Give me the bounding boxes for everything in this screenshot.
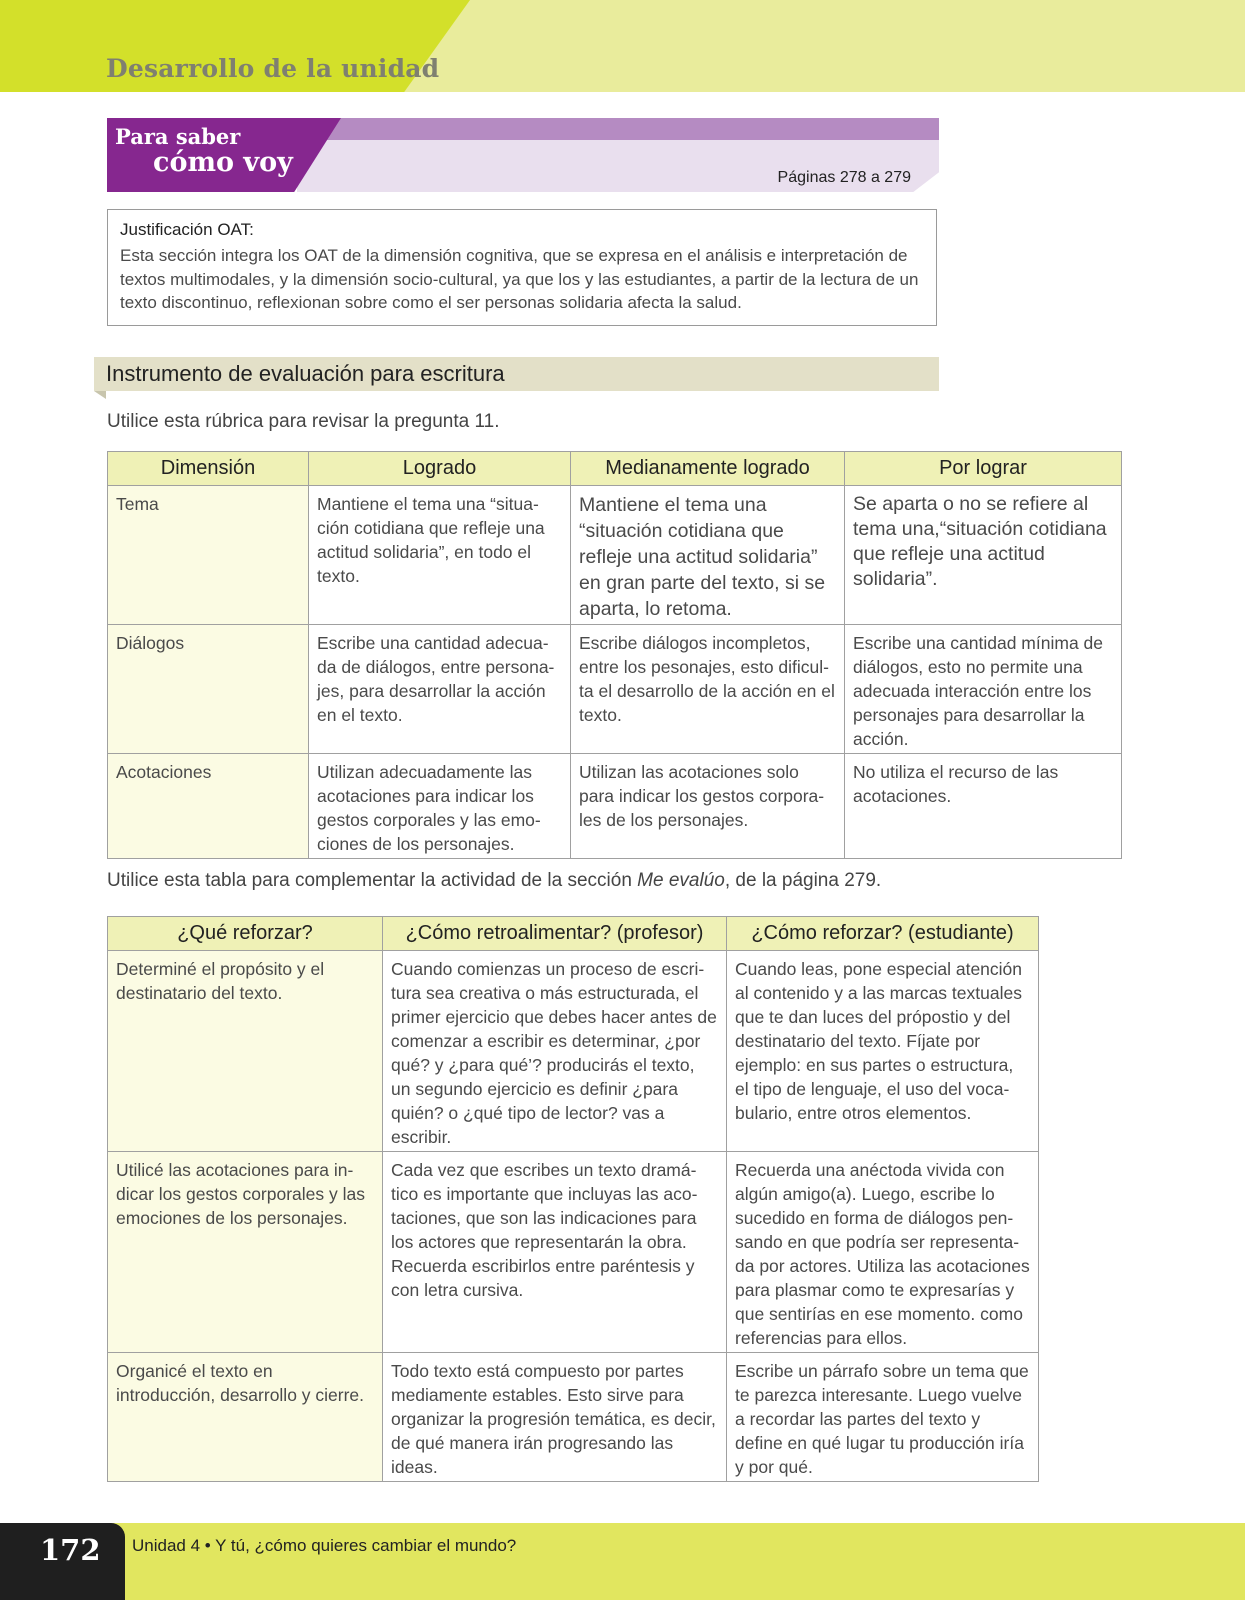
table-cell: Escribe una cantidad adecua-da de diálogos, entre persona-jes, para desarrollar la acción en el texto. [309, 625, 571, 754]
banner-pages: Páginas 278 a 279 [777, 169, 911, 186]
oat-box [107, 209, 937, 326]
table-cell: Cuando leas, pone especial atención al contenido y a las marcas textuales que te dan luces del própostio y del destinatario del texto. Fíjate por ejemplo: en sus partes o estructura, el tipo de lenguaje, el uso del voca-bulario, entre otros elementos. [727, 951, 1039, 1152]
table-cell: Se aparta o no se refiere al tema una,“situación cotidiana que refleje una actitud solidaria”. [845, 486, 1122, 625]
reinforce-header: ¿Cómo reforzar? (estudiante) [727, 917, 1039, 951]
reinforce-header: ¿Qué reforzar? [108, 917, 383, 951]
banner-line1: Para saber [115, 124, 241, 149]
footer-unit-text: Unidad 4 • Y tú, ¿cómo quieres cambiar el mundo? [132, 1536, 517, 1555]
header-band [0, 0, 1245, 92]
table-cell: Determiné el propósito y el destinatario del texto. [108, 951, 383, 1152]
para-saber-banner [107, 118, 939, 192]
rubric-dimension: Acotaciones [108, 754, 309, 859]
section-title: Instrumento de evaluación para escritura [106, 361, 505, 386]
intro-text-end: , de la página 279. [724, 870, 882, 891]
rubric-table [107, 451, 1122, 859]
table-row [108, 625, 1122, 754]
oat-title: Justificación OAT: [120, 220, 254, 239]
oat-body: Esta sección integra los OAT de la dimensión cognitiva, que se expresa en el análisis e interpretación de textos multimodales, y la dimensión socio-cultural, ya que los y las estudiantes, a partir de la lectura de un texto discontinuo, reflexionan sobre como el ser personas solidaria afecta la salud. [120, 246, 919, 312]
table-cell: Todo texto está compuesto por partes mediamente estables. Esto sirve para organizar la progresión temática, es decir, de qué manera irán progresando las ideas. [383, 1353, 727, 1482]
rubric-dimension: Diálogos [108, 625, 309, 754]
banner-line2: cómo voy [153, 147, 293, 178]
table-cell: Organicé el texto en introducción, desarrollo y cierre. [108, 1353, 383, 1482]
rubric-header: Logrado [309, 452, 571, 486]
table-row [108, 1152, 1039, 1353]
reinforce-table [107, 916, 1039, 1482]
table-row [108, 1353, 1039, 1482]
rubric-header: Por lograr [845, 452, 1122, 486]
footer [0, 1523, 1245, 1600]
table-cell: No utiliza el recurso de las acotaciones. [845, 754, 1122, 859]
reinforce-header: ¿Cómo retroalimentar? (profesor) [383, 917, 727, 951]
section-header-notch [94, 391, 106, 399]
intro-text: Utilice esta tabla para complementar la actividad de la sección [107, 870, 638, 891]
table-cell: Utilicé las acotaciones para in-dicar los gestos corporales y las emociones de los personajes. [108, 1152, 383, 1353]
table-row [108, 951, 1039, 1152]
rubric-header: Dimensión [108, 452, 309, 486]
table-cell: Recuerda una anéctoda vivida con algún amigo(a). Luego, escribe lo sucedido en forma de diálogos pen-sando en que podría ser representa-da por actores. Utiliza las acotaciones para plasmar como te expresarías y que sentirías en ese momento. como referencias para ellos. [727, 1152, 1039, 1353]
rubric-dimension: Tema [108, 486, 309, 625]
table-cell: Cada vez que escribes un texto dramá-tico es importante que incluyas las aco-taciones, que son las indicaciones para los actores que representarán la obra. Recuerda escribirlos entre paréntesis y con letra cursiva. [383, 1152, 727, 1353]
rubric-header-row [108, 452, 1122, 486]
table-cell: Mantiene el tema una “situación cotidiana que refleje una actitud solidaria” en gran parte del texto, si se aparta, lo retoma. [571, 486, 845, 625]
table-cell: Utilizan las acotaciones solo para indicar los gestos corpora-les de los personajes. [571, 754, 845, 859]
reinforce-intro [107, 870, 881, 892]
rubric-header: Medianamente logrado [571, 452, 845, 486]
table-cell: Escribe un párrafo sobre un tema que te parezca interesante. Luego vuelve a recordar las partes del texto y define en qué lugar tu producción iría y por qué. [727, 1353, 1039, 1482]
banner-strip-top [307, 118, 939, 140]
table-cell: Cuando comienzas un proceso de escri-tura sea creativa o más estructurada, el primer ejercicio que debes hacer antes de comenzar a escribir es determinar, ¿por qué? y ¿para qué’? producirás el texto, un segundo ejercicio es definir ¿para quién? o ¿qué tipo de lector? vas a escribir. [383, 951, 727, 1152]
table-row [108, 754, 1122, 859]
page-number: 172 [40, 1533, 101, 1567]
rubric-intro: Utilice esta rúbrica para revisar la pregunta 11. [107, 411, 500, 432]
section-header [94, 357, 939, 391]
intro-italic: Me evalúo [637, 870, 725, 891]
table-row [108, 486, 1122, 625]
table-cell: Escribe una cantidad mínima de diálogos, esto no permite una adecuada interacción entre los personajes para desarrollar la acción. [845, 625, 1122, 754]
reinforce-header-row [108, 917, 1039, 951]
unit-title: Desarrollo de la unidad [106, 54, 440, 83]
table-cell: Utilizan adecuadamente las acotaciones para indicar los gestos corporales y las emo-ciones de los personajes. [309, 754, 571, 859]
table-cell: Escribe diálogos incompletos, entre los pesonajes, esto dificul-ta el desarrollo de la acción en el texto. [571, 625, 845, 754]
table-cell: Mantiene el tema una “situa-ción cotidiana que refleje una actitud solidaria”, en todo el texto. [309, 486, 571, 625]
page-number-block [0, 1523, 125, 1600]
